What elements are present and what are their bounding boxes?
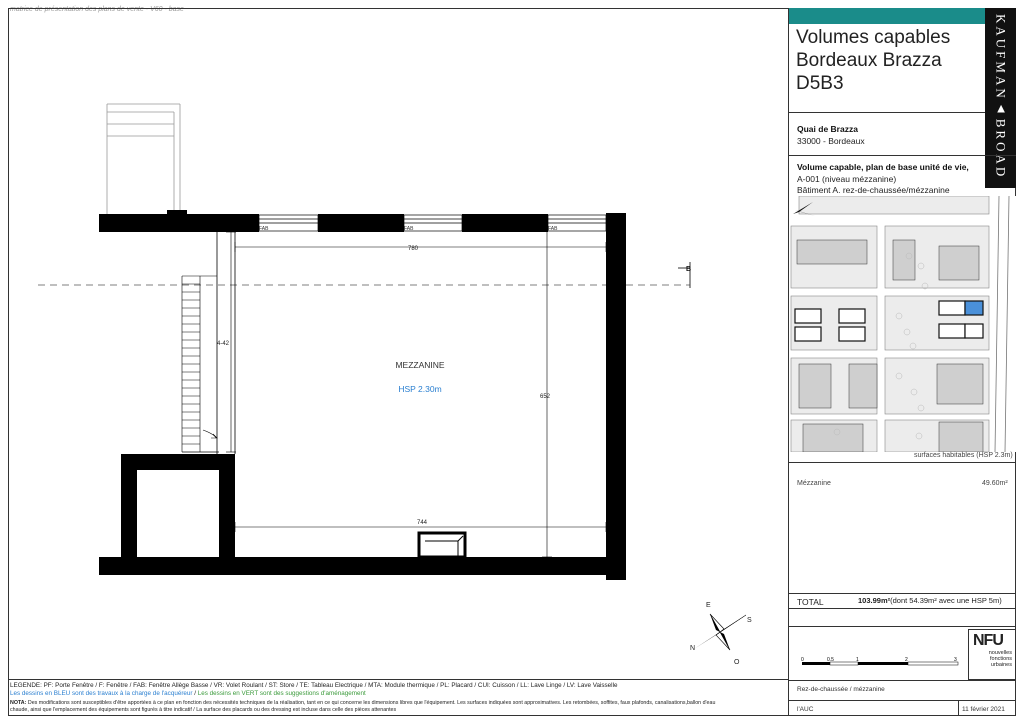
dim-right: 652	[539, 394, 550, 400]
total-label: TOTAL	[797, 597, 824, 607]
wall-box-right	[219, 454, 235, 575]
nfu-mark: NFU	[973, 632, 1003, 649]
total-note: (dont 54.39m² avec une HSP 5m)	[890, 596, 1002, 605]
nfu-text	[969, 650, 1015, 668]
legend-sep: /	[192, 690, 198, 697]
compass-o: O	[734, 659, 740, 666]
accent-bar	[789, 8, 985, 24]
wall-top-1	[99, 214, 259, 232]
highlighted-unit	[965, 301, 983, 315]
address-name: Quai de Brazza	[797, 124, 858, 134]
divider	[789, 700, 1016, 701]
legend-blue: Les dessins en BLEU sont des travaux à la charge de l'acquéreur	[10, 690, 193, 697]
divider	[789, 155, 1016, 156]
wall-top-2	[318, 214, 404, 232]
nfu-text-3: urbaines	[990, 662, 1012, 668]
window-label-3: FAB	[548, 226, 558, 232]
address-city: 33000 - Bordeaux	[797, 136, 865, 146]
dim-bottom: 744	[417, 520, 428, 526]
divider	[789, 680, 1016, 681]
compass-e: E	[706, 602, 711, 609]
window-label-1: FAB	[259, 226, 269, 232]
room-height: HSP 2.30m	[398, 384, 442, 394]
plan-building: Bâtiment A. rez-de-chaussée/mézzanine	[797, 185, 950, 195]
dim-left: 4-42	[216, 341, 229, 347]
legend-note	[10, 700, 715, 706]
wall-box-top	[121, 454, 235, 470]
divider-v	[958, 700, 959, 716]
office-label: l'AUC	[797, 706, 814, 713]
divider	[789, 626, 1016, 627]
legend-colors	[10, 690, 366, 697]
scale-bar	[798, 656, 962, 670]
total-value-row	[858, 596, 1002, 605]
legend-line: LEGENDE: PF: Porte Fenêtre / F: Fenêtre / FAB: Fenêtre Allège Basse / VR: Volet Roulant / ST: Store / TE: Tableau Electrique / MTA: Module thermique / PL: Placard / CUI: Cuisson / LL: Lave Linge / LV: Lave Vaisselle	[10, 682, 618, 689]
dim-top: 780	[408, 246, 419, 252]
balcony-rail	[107, 104, 180, 214]
nfu-text-1: nouvelles	[988, 650, 1012, 656]
total-value: 103.99m²	[858, 596, 891, 605]
legend-green: Les dessins en VERT sont des suggestions d'aménagement	[197, 690, 366, 697]
brand-name: KAUFMAN▲BROAD	[993, 14, 1009, 180]
divider	[789, 462, 1016, 463]
divider	[789, 593, 1016, 594]
section-mark: B	[686, 266, 692, 273]
legend-note-2: chaude, ainsi que l'emplacement des équipements sont figurés à titre indicatif / La surface des placards ou des dressing est incluse dans celle des pièces attenantes	[10, 707, 397, 713]
compass-s: S	[747, 617, 752, 624]
plan-ref: A-001 (niveau mézzanine)	[797, 174, 897, 184]
surface-room: Mézzanine	[797, 480, 831, 487]
wall-bottom	[99, 557, 626, 575]
divider	[789, 112, 985, 113]
note-label: NOTA:	[10, 700, 27, 706]
surface-area: 49.60m²	[982, 480, 1008, 487]
scale-tick-0: 0	[801, 657, 804, 663]
scale-tick-2: 1	[856, 657, 859, 663]
scale-tick-1: 0.5	[827, 657, 834, 663]
scale-tick-3: 2	[905, 657, 908, 663]
window-label-2: FAB	[404, 226, 414, 232]
wall-top-3	[462, 214, 548, 232]
divider	[789, 608, 1016, 609]
legend-divider	[8, 679, 788, 680]
surfaces-caption: surfaces habitables (HSP 2.3m)	[914, 452, 1013, 459]
room-name: MEZZANINE	[395, 360, 445, 370]
nfu-text-2: fonctions	[989, 656, 1012, 662]
brand-logo	[985, 8, 1016, 188]
floor-plan	[8, 8, 788, 668]
level-label: Rez-de-chaussée / mézzanine	[797, 686, 885, 693]
nfu-logo	[968, 629, 1016, 680]
site-map	[789, 196, 1016, 452]
stair-arrow	[203, 430, 216, 438]
wall-right	[606, 213, 626, 580]
plan-type: Volume capable, plan de base unité de vie,	[797, 162, 969, 172]
date-label: 11 février 2021	[962, 706, 1005, 713]
wall-box-left	[121, 454, 137, 575]
template-note: matrice de présentation des plans de vente - V60 - base	[10, 6, 184, 13]
wall-cap	[167, 210, 187, 216]
scale-tick-4: 3	[954, 657, 957, 663]
compass-n: N	[690, 645, 696, 652]
compass-icon	[694, 614, 746, 650]
title-line-2: Bordeaux Brazza	[796, 50, 942, 71]
title-line-1: Volumes capables	[796, 27, 951, 48]
stair-steps	[182, 284, 200, 444]
note-text-1: Des modifications sont susceptibles d'être apportées à ce plan en fonction des nécessités techniques de la réalisation, tant en ce qui concerne les dimensions libres que l'équipement. Les surfaces indiquées sont approximatives. Les retombées, soffites, faux plafonds, canalisations,ballon d'eau	[26, 700, 716, 706]
title-line-3: D5B3	[796, 73, 844, 94]
